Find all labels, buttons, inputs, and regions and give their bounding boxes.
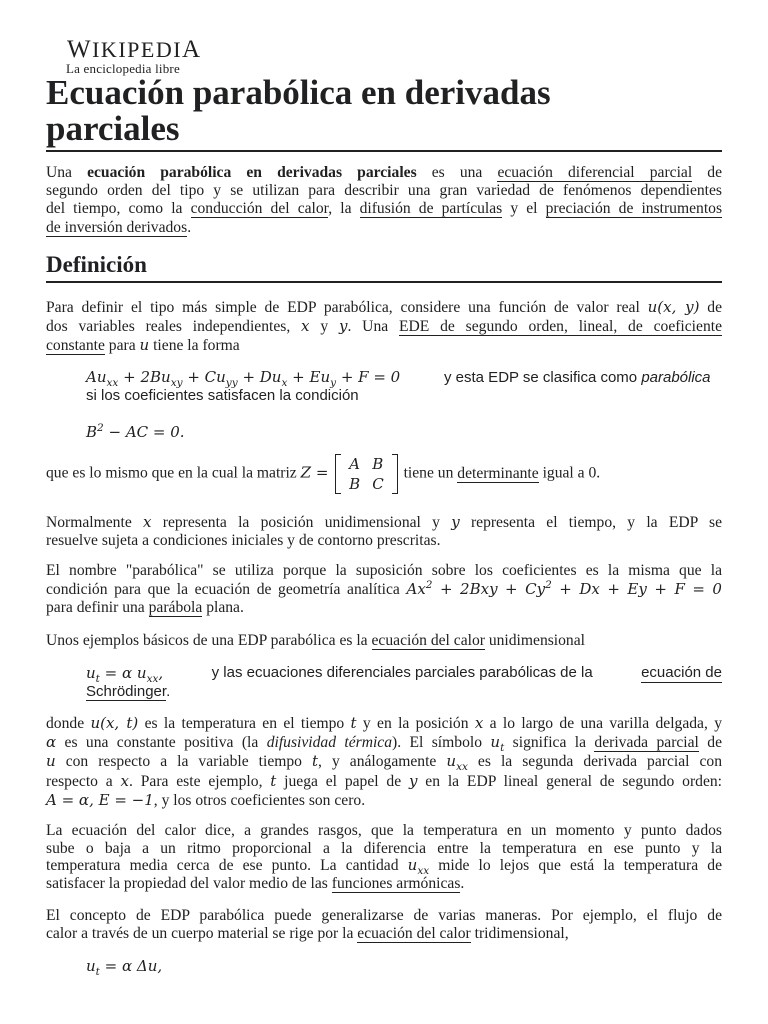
- paragraph: El nombre "parabólica" se utiliza porque la suposición sobre los coeficientes es la misma que la condición para que la ecuación de geometría analítica $Ax^2 + 2Bxy + Cy^2 + Dx + Ey + F = 0$ para definir una parábola plana.: [46, 562, 722, 617]
- paragraph: La ecuación del calor dice, a grandes rasgos, que la temperatura en un momento y punto dados sube o baja a un ritmo proporcional a la diferencia entre la temperatura en ese punto y la temperatura media cerca de ese punto. La cantidad $u_{xx}$ mide lo lejos que está la temperatura de satisfacer la propiedad del valor medio de las funciones armónicas.: [46, 822, 722, 892]
- equation-general-form: $Au_{xx} + 2Bu_{xy} + Cu_{yy} + Du_x + Eu_y + F = 0$: [86, 368, 401, 389]
- paragraph: Unos ejemplos básicos de una EDP parabólica es la ecuación del calor unidimensional: [46, 632, 585, 649]
- paragraph: donde u(x, t) es la temperatura en el tiempo t y en la posición x a lo largo de una varilla delgada, y α es una constante positiva (la difusividad térmica). El símbolo $u_t$ significa la derivada parcial de u con respecto a la variable tiempo t, y análogamente $u_{xx}$ es la segunda derivada parcial con respecto a x. Para este ejemplo, t juega el papel de y en la EDP lineal general de segundo orden: A = α, E = −1, y los otros coeficientes son cero.: [46, 714, 722, 809]
- link-determinante[interactable]: determinante: [457, 464, 539, 482]
- equation-note-line2: si los coeficientes satisfacen la condición: [86, 387, 359, 404]
- equation-condition: $B^2$ − AC = 0.: [86, 422, 185, 441]
- page-title-line: Ecuación parabólica en derivadas: [46, 73, 551, 112]
- link-difusion-de-particulas[interactable]: difusión de partículas: [359, 200, 503, 218]
- paragraph-matrix: que es lo mismo que en la cual la matriz Z = A B B C tiene un determinante igual a 0.: [46, 455, 601, 493]
- paragraph: El concepto de EDP parabólica puede generalizarse de varias maneras. Por ejemplo, el flujo de calor a través de un cuerpo material se rige por la ecuación del calor tridimensional,: [46, 907, 722, 943]
- wikipedia-wordmark[interactable]: [67, 37, 202, 62]
- wordmark-letter: A: [182, 36, 202, 63]
- section-divider: [46, 281, 722, 283]
- equation-note: y esta EDP se clasifica como parabólica: [444, 369, 711, 386]
- bold-term: ecuación parabólica en derivadas parciales: [87, 164, 417, 181]
- link-constante[interactable]: constante: [46, 337, 105, 355]
- paragraph: Normalmente x representa la posición unidimensional y y representa el tiempo, y la EDP se resuelve sujeta a condiciones iniciales y de contorno prescritas.: [46, 513, 723, 550]
- link-preciacion-de-instrumentos[interactable]: preciación de instrumentos: [545, 200, 723, 218]
- page-title: [46, 75, 722, 147]
- math: u(x, y): [647, 298, 700, 316]
- link-parabola[interactable]: parábola: [148, 599, 203, 617]
- link-ede-segundo-orden[interactable]: EDE de segundo orden, lineal, de coeficiente: [398, 318, 722, 336]
- link-funciones-armonicas[interactable]: funciones armónicas: [331, 874, 461, 892]
- link-inversion-derivados[interactable]: de inversión derivados: [46, 218, 188, 236]
- wordmark-letter: W: [67, 36, 93, 63]
- link-ecuacion-de-schrodinger[interactable]: ecuación de: [641, 664, 722, 681]
- title-divider: [46, 150, 722, 152]
- link-conduccion-del-calor[interactable]: conducción del calor: [190, 200, 329, 218]
- link-ecuacion-diferencial-parcial[interactable]: ecuación diferencial parcial: [497, 164, 693, 181]
- equation-heat-1d: $u_t = \alpha$ $u_{xx}$, y las ecuaciones diferenciales parciales parabólicas de la ecuación de Schrödinger.: [86, 664, 722, 700]
- section-heading-definicion: Definición: [46, 252, 147, 277]
- intro-paragraph: Una ecuación parabólica en derivadas parciales es una ecuación diferencial parcial de segundo orden del tipo y se utilizan para describir una gran variedad de fenómenos dependientes del tiempo, como la conducción del calor, la difusión de partículas y el preciación de instrumentos de inversión derivados.: [46, 164, 723, 236]
- equation-heat-3d: $u_t = \alpha$ Δu,: [86, 957, 163, 978]
- link-derivada-parcial[interactable]: derivada parcial: [594, 734, 699, 752]
- link-ecuacion-del-calor-3d[interactable]: ecuación del calor: [357, 925, 471, 943]
- page-title-line: parciales: [46, 109, 180, 148]
- matrix-z: A B B C: [335, 454, 398, 494]
- paragraph: Para definir el tipo más simple de EDP parabólica, considere una función de valor real u(x, y) de dos variables reales independientes, x y y. Una EDE de segundo orden, lineal, de coeficiente constante para u tiene la forma: [46, 298, 723, 355]
- link-ecuacion-del-calor[interactable]: ecuación del calor: [371, 632, 485, 649]
- link-schrodinger[interactable]: Schrödinger: [86, 683, 167, 700]
- wordmark-letters: IKIPEDI: [92, 37, 183, 62]
- wikipedia-tagline: La enciclopedia libre: [66, 61, 180, 76]
